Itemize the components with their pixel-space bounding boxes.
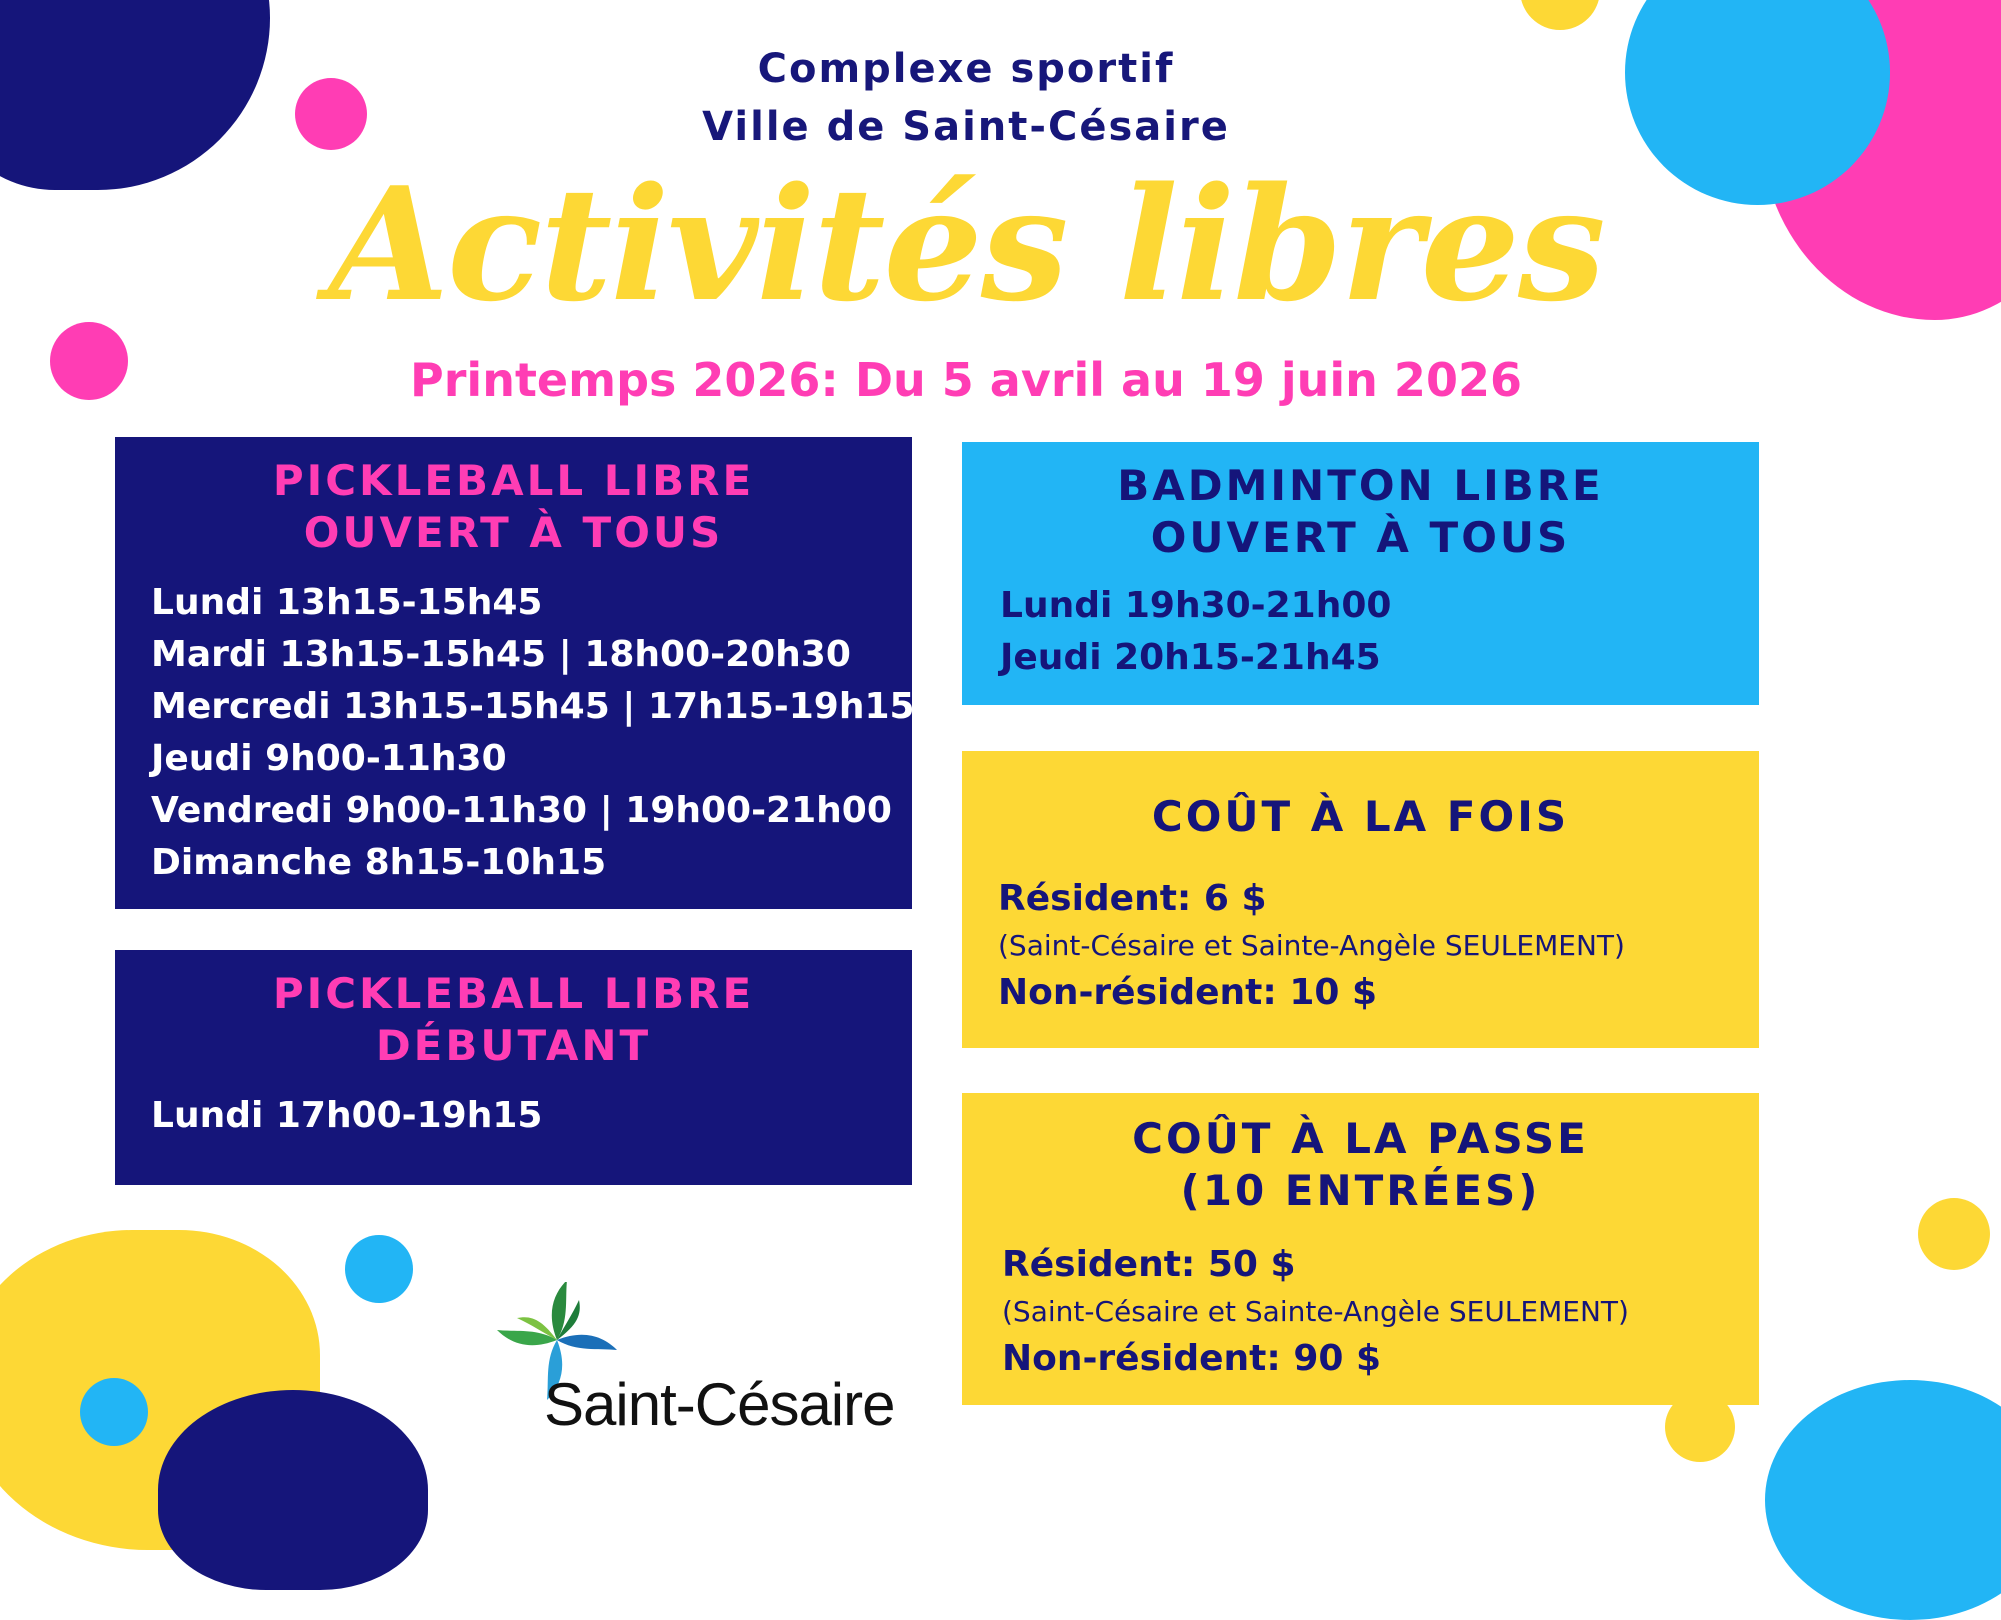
logo-text: Saint-Césaire xyxy=(544,1371,895,1438)
schedule-line: Dimanche 8h15-10h15 xyxy=(151,842,607,883)
cost-pass-title xyxy=(1002,1113,1719,1217)
schedule-line: Jeudi 20h15-21h45 xyxy=(1000,637,1381,678)
pickleball-all-schedule xyxy=(151,577,915,889)
cost-pass-title-line1: COÛT À LA PASSE xyxy=(1132,1114,1589,1163)
pickleball-all-box xyxy=(115,437,915,909)
decor-dot-yellow xyxy=(1918,1198,1990,1270)
pickleball-beginner-schedule xyxy=(151,1090,912,1142)
header-line-city: Ville de Saint-Césaire xyxy=(702,104,1230,150)
decor-dot-sky xyxy=(80,1378,148,1446)
schedule-line: Vendredi 9h00-11h30 | 19h00-21h00 xyxy=(151,790,892,831)
badminton-title xyxy=(1000,460,1721,564)
schedule-line: Jeudi 9h00-11h30 xyxy=(151,738,507,779)
header-subtitle xyxy=(0,40,1932,156)
decor-dot-yellow xyxy=(1520,0,1600,30)
cost-nonresident: Non-résident: 90 $ xyxy=(1002,1338,1382,1379)
pickleball-beginner-title-line1: PICKLEBALL LIBRE xyxy=(272,969,755,1018)
schedule-line: Mardi 13h15-15h45 | 18h00-20h30 xyxy=(151,634,851,675)
badminton-schedule xyxy=(1000,580,1759,684)
badminton-title-line1: BADMINTON LIBRE xyxy=(1117,461,1604,510)
page-title: Activités libres xyxy=(328,153,1604,336)
cost-single-title: COÛT À LA FOIS xyxy=(1151,792,1570,841)
schedule-line: Lundi 19h30-21h00 xyxy=(1000,585,1392,626)
decor-dot-sky xyxy=(345,1235,413,1303)
badminton-title-line2: OUVERT À TOUS xyxy=(1150,513,1571,562)
decor-blob-navy-bottom-left xyxy=(158,1390,428,1590)
cost-pass-box xyxy=(962,1093,1759,1405)
cost-single-box xyxy=(962,751,1759,1048)
season-dates: Printemps 2026: Du 5 avril au 19 juin 2026 xyxy=(410,353,1522,407)
pickleball-beginner-box xyxy=(115,950,912,1185)
header-line-complex: Complexe sportif xyxy=(757,46,1175,92)
schedule-line: Mercredi 13h15-15h45 | 17h15-19h15 xyxy=(151,686,915,727)
pickleball-all-title-line2: OUVERT À TOUS xyxy=(303,508,724,557)
cost-nonresident: Non-résident: 10 $ xyxy=(998,972,1378,1013)
cost-pass-title-line2: (10 ENTRÉES) xyxy=(1180,1166,1541,1215)
cost-resident-note: (Saint-Césaire et Sainte-Angèle SEULEMENT) xyxy=(998,929,1625,962)
cost-pass-details xyxy=(1002,1239,1759,1385)
schedule-line: Lundi 13h15-15h45 xyxy=(151,582,543,623)
cost-resident: Résident: 50 $ xyxy=(1002,1244,1296,1285)
pickleball-all-title xyxy=(151,455,876,559)
badminton-box xyxy=(962,442,1759,705)
schedule-line: Lundi 17h00-19h15 xyxy=(151,1095,543,1136)
pickleball-beginner-title xyxy=(151,968,876,1072)
cost-single-details xyxy=(998,873,1759,1019)
cost-resident-note: (Saint-Césaire et Sainte-Angèle SEULEMENT) xyxy=(1002,1295,1629,1328)
cost-resident: Résident: 6 $ xyxy=(998,878,1267,919)
pickleball-beginner-title-line2: DÉBUTANT xyxy=(375,1021,652,1070)
decor-blob-sky-bottom-right xyxy=(1765,1380,2001,1620)
pickleball-all-title-line1: PICKLEBALL LIBRE xyxy=(272,456,755,505)
